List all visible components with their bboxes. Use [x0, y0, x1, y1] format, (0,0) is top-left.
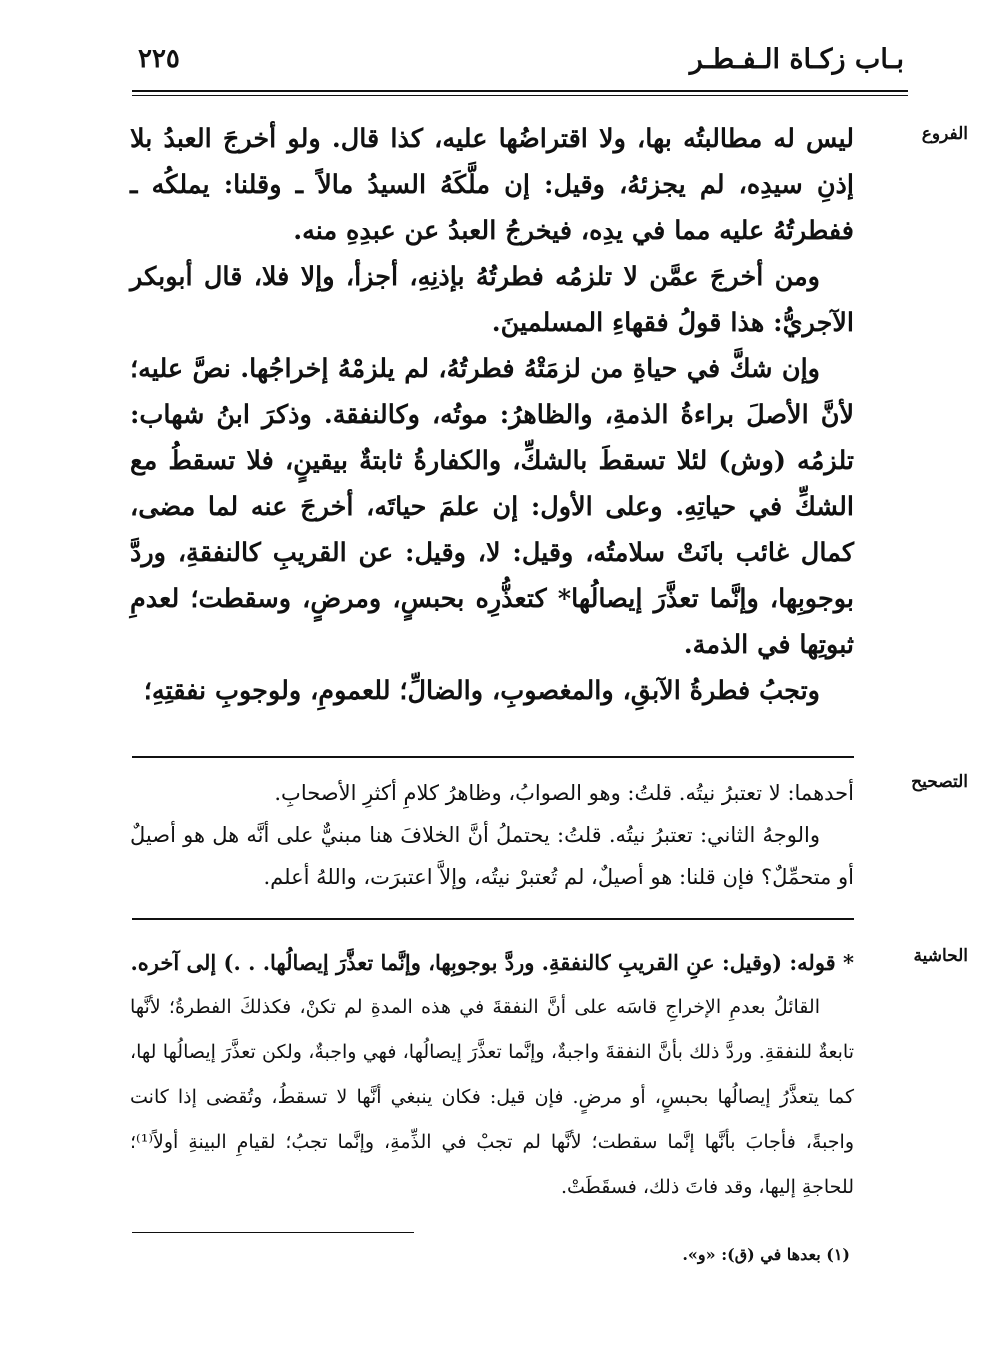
main-paragraph: ومن أخرجَ عمَّن لا تلزمُه فطرتُهُ بإذنِهِ، أجزأ، وإلا فلا، قال أبوبكر الآجريُّ: هذا قولُ فقهاءِ المسلمينَ. [130, 262, 854, 338]
side-label-hashiya: الحاشية [913, 946, 968, 966]
main-paragraph: وتجبُ فطرةُ الآبقِ، والمغصوبِ، والضالِّ؛ للعمومِ، ولوجوبِ نفقتِهِ؛ [143, 676, 820, 706]
section-divider [132, 756, 854, 758]
side-label-furu: الفروع [921, 124, 968, 144]
tashih-text [130, 772, 854, 898]
tashih-paragraph: والوجهُ الثاني: تعتبرُ نيتُه. قلتُ: يحتملُ أنَّ الخلافَ هنا مبنيٌّ على أنَّه هل هو أصيلٌ أو متحمِّلٌ؟ فإن قلنا: هو أصيلٌ، لم تُعتبرْ نيتُه، وإلاَّ اعتبرَت، واللهُ أعلم. [130, 823, 854, 889]
tashih-paragraph: أحدهما: لا تعتبرُ نيتُه. قلتُ: وهو الصوابُ، وظاهرُ كلامِ أكثرِ الأصحابِ. [274, 781, 854, 805]
main-paragraph: ليس له مطالبتُه بها، ولا اقتراضُها عليه، كذا قال. ولو أخرجَ العبدُ بلا إذنِ سيدِه، لم يجزئهُ، وقيل: إن ملَّكَهُ السيدُ مالاً ـ وقلنا: يملكُه ـ ففطرتُهُ عليه مما في يدِه، فيخرجُ العبدُ عن عبدِهِ منه. [130, 124, 854, 246]
main-paragraph: وإن شكَّ في حياةِ من لزمَتْهُ فطرتُهُ، لم يلزمْهُ إخراجُها. نصَّ عليه؛ لأنَّ الأصلَ براءةُ الذمةِ، والظاهرُ: موتُه، وكالنفقة. وذكرَ ابنُ شهاب: تلزمُه (وش) لئلا تسقطَ بالشكِّ، والكفارةُ ثابتةٌ بيقينٍ، فلا تسقطُ مع الشكِّ في حياتِهِ. وعلى الأول: إن علمَ حياتَه، أخرجَ عنه لما مضى، كمال غائب بانَتْ سلامتُه، وقيل: لا، وقيل: عن القريبِ كالنفقةِ، وردَّ بوجوبِها، وإنَّما تعذَّرَ إيصالُها* كتعذُّرِه بحبسٍ، ومرضٍ، وسقطت؛ لعدمِ ثبوتِها في الذمة. [130, 354, 854, 660]
hashiya-lead: * قوله: (وقيل: عنِ القريبِ كالنفقةِ. وردَّ بوجوبِها، وإنَّما تعذَّرَ إيصالُها. . .) إلى آخره. [130, 950, 854, 975]
hashiya-text [130, 940, 854, 1210]
section-divider [132, 918, 854, 920]
footnote: (١) بعدها في (ق): «و». [682, 1245, 850, 1264]
side-label-tashih: التصحيح [911, 772, 968, 792]
footnote-rule [132, 1232, 414, 1233]
running-header-title: بـاب زكـاة الـفـطـر [689, 44, 904, 75]
hashiya-paragraph: القائلُ بعدمِ الإخراجِ قاسَه على أنَّ النفقةَ في هذه المدةِ لم تكنْ، فكذلكَ الفطرةُ؛ لأنَّها تابعةٌ للنفقةِ. وردَّ ذلك بأنَّ النفقةَ واجبةٌ، وإنَّما تعذَّرَ إيصالُها، فهي واجبةٌ، ولكن تعذَّرَ إيصالُها لها، كما يتعذَّرُ إيصالُها بحبسٍ، أو مرضٍ. فإن قيل: فكان ينبغي أنَّها لا تسقطُ، وتُقضى إذا كانت واجبةً، فأجابَ بأنَّها إنَّما سقطت؛ لأنَّها لم تجبْ في الذِّمةِ، وإنَّما تجبُ؛ لقيامِ البينةِ أولاً⁽¹⁾؛ للحاجةِ إليها، وقد فاتَ ذلك، فسقَطَتْ. [130, 996, 854, 1198]
main-text [130, 116, 854, 714]
page-number: ٢٢٥ [138, 44, 180, 74]
header-rule [132, 90, 908, 96]
